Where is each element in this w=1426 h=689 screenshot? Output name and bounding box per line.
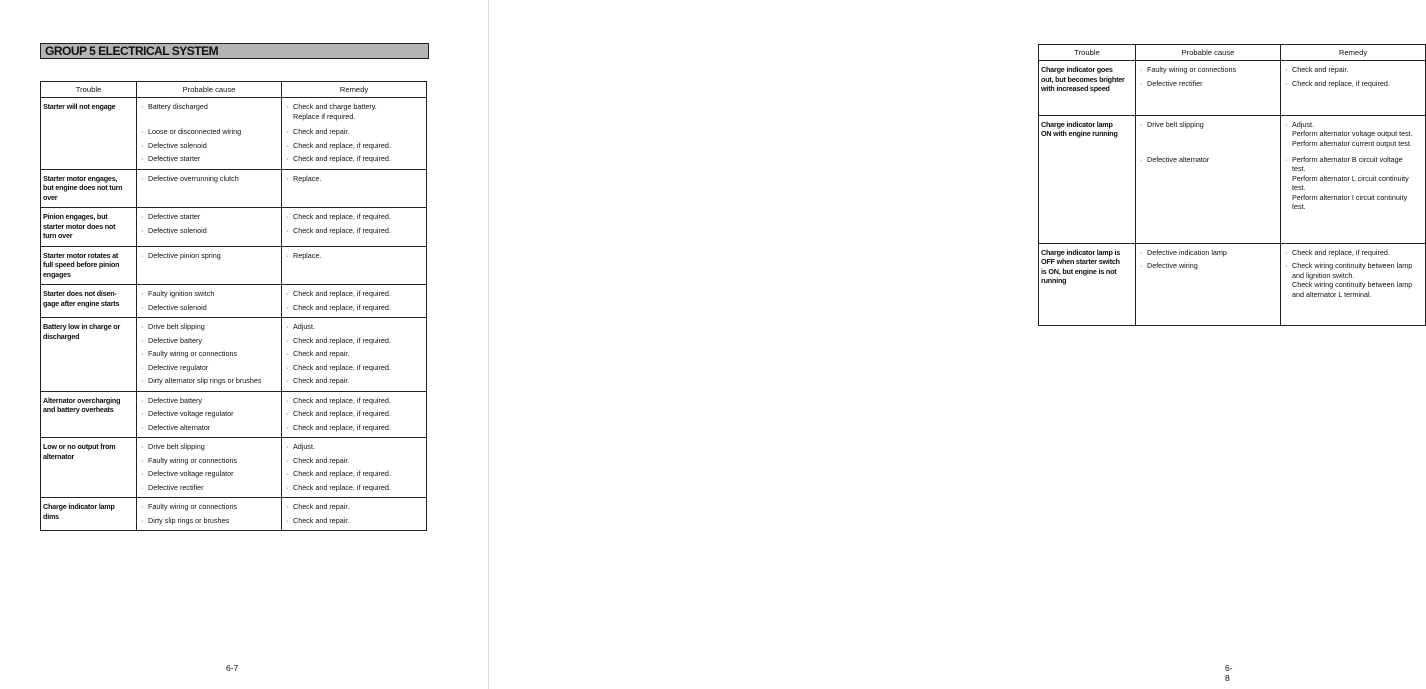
trouble-text: OFF when starter switch [1041,257,1120,266]
bullet-dash: · [286,409,289,418]
cause-item [1140,79,1277,110]
header-trouble: Trouble [41,82,137,98]
bullet-dash: · [141,502,144,511]
remedy-cell [282,318,427,392]
trouble-text: is ON, but engine is not [1041,266,1117,276]
cause-text: Drive belt slipping [148,442,205,451]
cause-item [141,456,278,466]
cause-text: Defective battery [148,395,202,405]
remedy-item [286,174,423,184]
remedy-item [1285,261,1422,305]
page-divider [488,0,489,689]
remedy-item [1285,65,1422,75]
remedy-text: Perform alternator B circuit voltage test. Perform alternator L circuit continuity test. Perform alternator I circuit continuity test. [1292,154,1409,211]
trouble-cell [41,246,137,285]
cause-text: Defective overrunning clutch [148,173,239,183]
bullet-dash: · [286,225,289,235]
remedy-item [286,226,423,236]
remedy-item [286,396,423,406]
remedy-text: Check and replace, if required. [293,469,391,478]
remedy-item [286,363,423,373]
bullet-dash: · [141,289,144,298]
table-row [1039,115,1426,243]
remedy-text: Check and repair. [1292,65,1349,74]
remedy-item [286,502,423,512]
trouble-cell [41,169,137,208]
bullet-dash: · [141,422,144,432]
trouble-text: dims [43,511,59,521]
bullet-dash: · [286,173,289,183]
cause-text: Faulty wiring or connections [148,502,238,511]
remedy-cell [282,438,427,498]
trouble-text: with increased speed [1041,84,1110,93]
cause-item [141,141,278,151]
remedy-text: Check and replace, if required. [293,154,391,163]
bullet-dash: · [286,154,289,163]
trouble-text: Starter does not disen- [43,289,117,298]
cause-text: Faulty wiring or connections [148,455,238,465]
remedy-cell [1281,115,1426,243]
trouble-text: running [1041,276,1067,285]
cause-item [141,212,278,222]
remedy-text: Check and replace, if required. [293,225,391,235]
remedy-text: Check and replace, if required. [293,335,391,345]
bullet-dash: · [1285,154,1288,164]
bullet-dash: · [286,395,289,405]
bullet-dash: · [286,322,289,331]
right-page [490,0,1413,689]
remedy-text: Check and charge battery. Replace if required. [293,102,377,121]
cause-item [141,442,278,452]
bullet-dash: · [1140,78,1143,88]
cause-item [1140,248,1277,258]
remedy-text: Check and repair. [293,502,350,511]
trouble-text: over [43,192,58,202]
bullet-dash: · [141,102,144,111]
cause-text: Loose or disconnected wiring [148,127,242,136]
remedy-item [286,322,423,332]
table-row [41,391,427,438]
cause-text: Drive belt slipping [1147,119,1204,129]
cause-item [141,502,278,512]
remedy-text: Check and replace, if required. [293,302,391,312]
cause-text: Defective solenoid [148,140,207,150]
bullet-dash: · [286,349,289,358]
probable-cause-cell [137,246,282,285]
probable-cause-cell [137,285,282,318]
cause-text: Defective voltage regulator [148,469,234,478]
remedy-item [286,442,423,452]
trouble-text: Alternator overcharging [43,395,121,405]
bullet-dash: · [141,395,144,405]
trouble-cell [41,285,137,318]
trouble-cell [41,318,137,392]
header-probable-cause: Probable cause [1136,45,1281,61]
trouble-cell [41,498,137,531]
remedy-item [286,303,423,313]
bullet-dash: · [141,127,144,136]
remedy-text: Check and replace, if required. [293,289,391,298]
trouble-text: Low or no output from [43,442,116,451]
cause-item [141,409,278,419]
trouble-text: ON with engine running [1041,129,1118,138]
bullet-dash: · [141,442,144,451]
trouble-text: gage after engine starts [43,298,120,308]
troubleshooting-table-left [40,81,427,531]
cause-text: Defective solenoid [148,225,207,235]
remedy-item [286,336,423,346]
left-page [0,0,489,689]
cause-text: Defective regulator [148,362,209,372]
cause-item [141,349,278,359]
cause-item [141,516,278,526]
trouble-text: and battery overheats [43,405,114,414]
cause-item [141,303,278,313]
cause-text: Defective battery [148,335,202,345]
cause-item [141,102,278,123]
remedy-text: Check and replace, if required. [293,422,391,432]
remedy-cell [282,498,427,531]
header-remedy: Remedy [282,82,427,98]
cause-item [141,423,278,433]
remedy-item [286,349,423,359]
remedy-item [1285,79,1422,110]
cause-item [141,322,278,332]
bullet-dash: · [141,212,144,221]
bullet-dash: · [286,482,289,492]
cause-item [141,154,278,164]
table-row [41,285,427,318]
trouble-cell [1039,61,1136,116]
bullet-dash: · [286,442,289,451]
bullet-dash: · [141,173,144,183]
remedy-text: Check and replace, if required. [293,212,391,221]
remedy-text: Check and replace, if required. [293,362,391,372]
table-row [41,498,427,531]
remedy-text: Adjust. Perform alternator voltage output test. Perform alternator current output test. [1292,119,1413,148]
bullet-dash: · [286,140,289,150]
bullet-dash: · [286,469,289,478]
remedy-cell [282,208,427,247]
remedy-item [286,516,423,526]
cause-item [1140,155,1277,220]
cause-item [141,289,278,299]
cause-text: Defective voltage regulator [148,409,234,418]
bullet-dash: · [141,455,144,465]
bullet-dash: · [1140,119,1143,129]
table-row [41,318,427,392]
trouble-text: Pinion engages, but [43,212,108,221]
trouble-text: but engine does not turn [43,183,123,192]
page-number: 6-7 [226,663,239,673]
trouble-cell [41,208,137,247]
trouble-cell [41,391,137,438]
trouble-text: Starter motor rotates at [43,250,119,260]
bullet-dash: · [141,335,144,345]
remedy-item [1285,155,1422,220]
bullet-dash: · [141,349,144,358]
header-trouble: Trouble [1039,45,1136,61]
remedy-text: Check and repair. [293,349,350,358]
table-row [41,246,427,285]
cause-text: Defective alternator [1147,154,1210,164]
table-row [41,169,427,208]
bullet-dash: · [286,362,289,372]
remedy-text: Adjust. [293,442,315,451]
probable-cause-cell [137,318,282,392]
cause-text: Faulty wiring or connections [148,349,238,358]
remedy-cell [282,391,427,438]
remedy-text: Check wiring continuity between lamp and lignition switch. Check wiring continuity between lamp and alternator L terminal. [1292,261,1413,299]
bullet-dash: · [286,422,289,432]
cause-item [141,174,278,184]
trouble-text: Charge indicator goes [1041,65,1113,74]
cause-item [1140,261,1277,305]
bullet-dash: · [286,515,289,525]
cause-item [141,127,278,137]
probable-cause-cell [137,391,282,438]
bullet-dash: · [141,376,144,385]
cause-text: Battery discharged [148,102,208,111]
bullet-dash: · [286,212,289,221]
cause-text: Drive belt slipping [148,322,205,331]
trouble-text: Battery low in charge or [43,322,121,331]
bullet-dash: · [1285,65,1288,74]
remedy-text: Check and replace, if required. [1292,78,1390,88]
bullet-dash: · [286,335,289,345]
remedy-text: Check and repair. [293,455,350,465]
trouble-cell [41,98,137,170]
bullet-dash: · [1140,65,1143,74]
bullet-dash: · [1140,247,1143,257]
remedy-text: Adjust. [293,322,315,331]
cause-item [1140,65,1277,75]
remedy-text: Check and repair. [293,127,350,136]
probable-cause-cell [1136,115,1281,243]
bullet-dash: · [141,515,144,525]
remedy-cell [282,246,427,285]
remedy-text: Check and replace, if required. [293,482,391,492]
probable-cause-cell [137,169,282,208]
bullet-dash: · [286,502,289,511]
cause-item [141,336,278,346]
bullet-dash: · [141,225,144,235]
trouble-cell [41,438,137,498]
trouble-text: Charge indicator lamp [43,502,115,511]
trouble-text: turn over [43,231,73,240]
table-row [1039,61,1426,116]
trouble-text: Charge indicator lamp [1041,119,1113,129]
cause-item [1140,120,1277,151]
troubleshooting-table-right [1038,44,1426,326]
remedy-item [286,102,423,123]
table-row [41,208,427,247]
cause-text: Faulty ignition switch [148,289,215,298]
remedy-item [286,456,423,466]
cause-text: Defective rectifier [148,482,204,492]
remedy-text: Check and replace, if required. [293,395,391,405]
cause-text: Defective indication lamp [1147,247,1227,257]
cause-text: Defective wiring [1147,261,1198,270]
remedy-item [286,141,423,151]
probable-cause-cell [137,498,282,531]
trouble-cell [1039,243,1136,325]
remedy-text: Replace. [293,173,322,183]
trouble-text: Starter motor engages, [43,173,118,183]
remedy-item [286,289,423,299]
cause-item [141,363,278,373]
probable-cause-cell [137,438,282,498]
remedy-text: Replace. [293,250,322,260]
remedy-item [286,154,423,164]
remedy-text: Check and repair. [293,515,350,525]
remedy-item [1285,248,1422,258]
remedy-cell [1281,243,1426,325]
probable-cause-cell [1136,61,1281,116]
cause-text: Defective starter [148,154,201,163]
remedy-cell [282,169,427,208]
remedy-item [286,483,423,493]
probable-cause-cell [137,98,282,170]
bullet-dash: · [141,250,144,260]
bullet-dash: · [1140,154,1143,164]
table-row [41,98,427,170]
trouble-text: Starter will not engage [43,102,116,111]
cause-text: Defective pinion spring [148,250,221,260]
remedy-text: Check and repair. [293,376,350,385]
bullet-dash: · [1285,119,1288,129]
bullet-dash: · [286,102,289,111]
probable-cause-cell [1136,243,1281,325]
bullet-dash: · [286,376,289,385]
bullet-dash: · [141,409,144,418]
probable-cause-cell [137,208,282,247]
cause-text: Defective solenoid [148,302,207,312]
cause-text: Faulty wiring or connections [1147,65,1237,74]
bullet-dash: · [141,469,144,478]
remedy-item [286,212,423,222]
bullet-dash: · [286,250,289,260]
cause-text: Dirty alternator slip rings or brushes [148,376,262,385]
bullet-dash: · [286,302,289,312]
bullet-dash: · [1140,261,1143,270]
bullet-dash: · [141,482,144,492]
remedy-item [286,469,423,479]
bullet-dash: · [141,302,144,312]
bullet-dash: · [1285,261,1288,270]
remedy-item [286,376,423,386]
cause-item [141,226,278,236]
bullet-dash: · [141,154,144,163]
cause-text: Defective starter [148,212,201,221]
remedy-item [286,423,423,433]
bullet-dash: · [141,322,144,331]
cause-item [141,483,278,493]
bullet-dash: · [286,455,289,465]
cause-item [141,376,278,386]
remedy-text: Check and replace, if required. [293,409,391,418]
bullet-dash: · [141,140,144,150]
table-row [1039,243,1426,325]
remedy-item [286,409,423,419]
group-title: GROUP 5 ELECTRICAL SYSTEM [40,43,429,59]
trouble-text: engages [43,269,71,279]
bullet-dash: · [286,127,289,136]
remedy-item [286,127,423,137]
bullet-dash: · [286,289,289,298]
trouble-text: discharged [43,331,80,341]
cause-item [141,469,278,479]
bullet-dash: · [1285,78,1288,88]
header-probable-cause: Probable cause [137,82,282,98]
trouble-text: Charge indicator lamp is [1041,247,1121,257]
cause-text: Defective rectifier [1147,78,1203,88]
cause-text: Dirty slip rings or brushes [148,515,230,525]
remedy-text: Check and replace, if required. [1292,247,1390,257]
remedy-cell [1281,61,1426,116]
trouble-text: starter motor does not [43,221,116,231]
trouble-text: out, but becomes brighter [1041,74,1125,84]
bullet-dash: · [141,362,144,372]
bullet-dash: · [1285,247,1288,257]
remedy-cell [282,98,427,170]
cause-text: Defective alternator [148,422,211,432]
trouble-text: alternator [43,451,75,461]
trouble-cell [1039,115,1136,243]
cause-item [141,396,278,406]
remedy-item [286,251,423,261]
remedy-text: Check and replace, if required. [293,140,391,150]
remedy-item [1285,120,1422,151]
header-remedy: Remedy [1281,45,1426,61]
trouble-text: full speed before pinion [43,260,120,269]
table-row [41,438,427,498]
remedy-cell [282,285,427,318]
page-number: 6-8 [1225,663,1233,683]
cause-item [141,251,278,261]
